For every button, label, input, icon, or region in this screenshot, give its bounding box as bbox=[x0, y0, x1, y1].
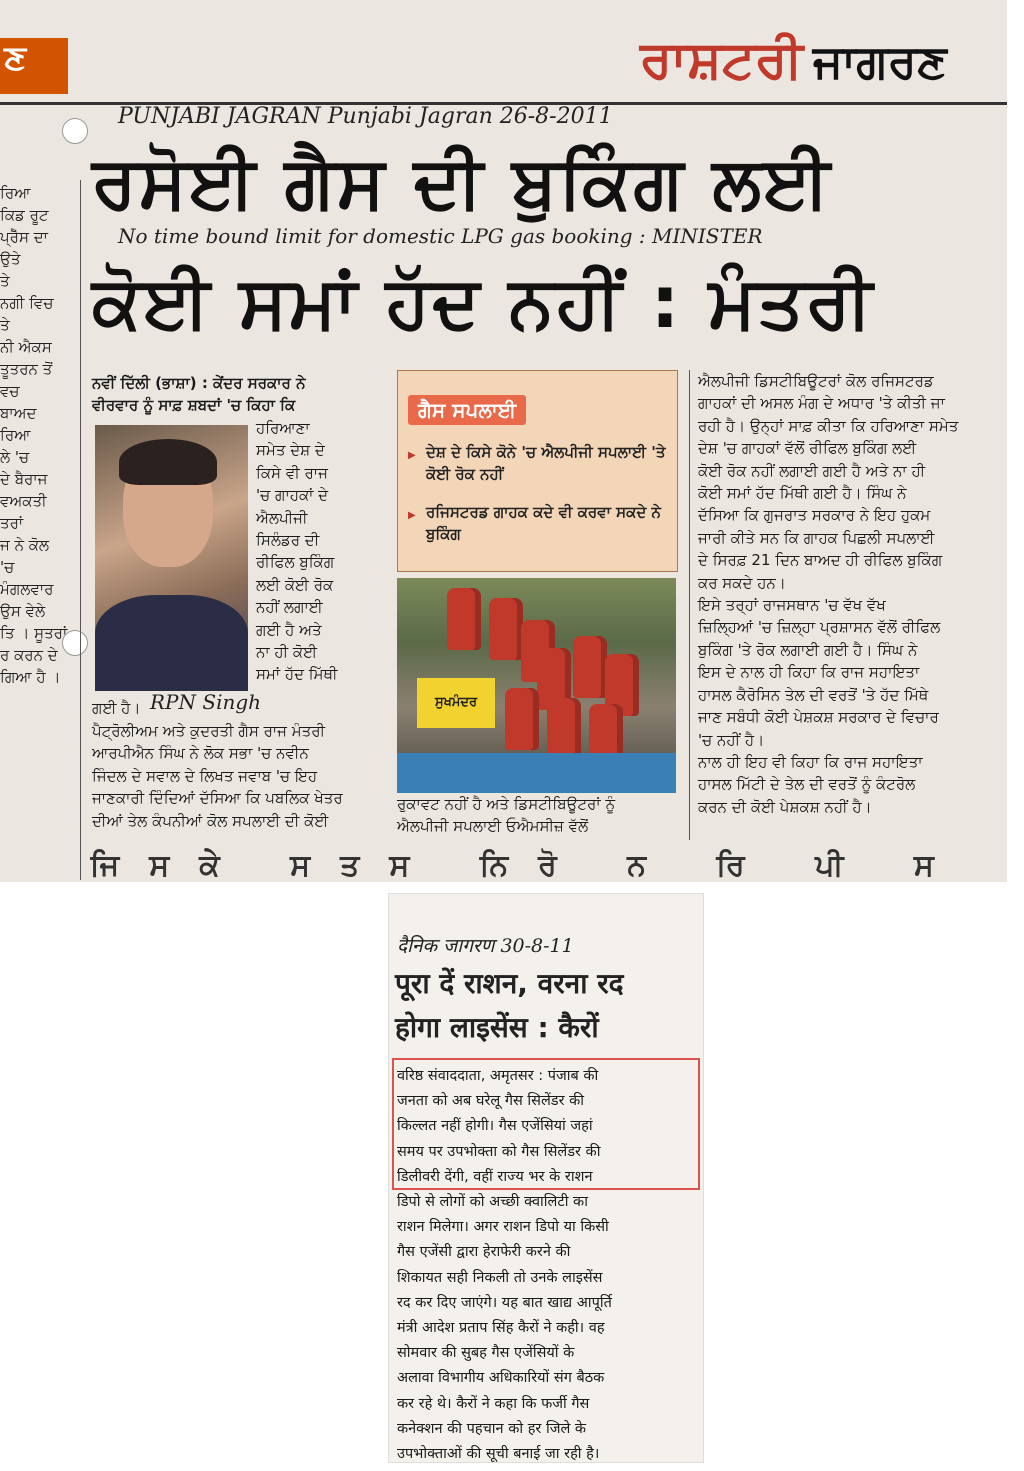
body-line: राशन मिलेगा। अगर राशन डिपो या किसी bbox=[397, 1219, 609, 1236]
body-line: सोमवार की सुबह गैस एजेंसियों के bbox=[397, 1345, 575, 1362]
body-line: ਰੁਕਾਵਟ ਨਹੀਂ ਹੈ ਅਤੇ ਡਿਸਟੀਬਿਊਟਰਾਂ ਨੂੰ bbox=[397, 795, 616, 813]
fragment-line: ਤੇ bbox=[0, 272, 10, 290]
left-fragment-column bbox=[0, 182, 74, 688]
fragment-line: ਉਤੇ bbox=[0, 250, 21, 268]
body-line: वरिष्ठ संवाददाता, अमृतसर : पंजाब की bbox=[397, 1068, 599, 1084]
body-line: ਆਰਪੀਐਨ ਸਿੰਘ ਨੇ ਲੋਕ ਸਭਾ 'ਚ ਨਵੀਨ bbox=[92, 744, 309, 763]
truck-bed bbox=[397, 753, 676, 793]
body-line: ਪੈਟ੍ਰੋਲੀਅਮ ਅਤੇ ਕੁਦਰਤੀ ਗੈਸ ਰਾਜ ਮੰਤਰੀ bbox=[92, 722, 326, 740]
fragment-line: ਤਿ । ਸੂਤਰਾਂ bbox=[0, 624, 68, 642]
fragment-line: ਨੀ ਐਕਸ bbox=[0, 338, 52, 356]
headline-line-2: ਕੋਈ ਸਮਾਂ ਹੱਦ ਨਹੀਂ : ਮੰਤਰੀ bbox=[92, 260, 875, 344]
fragment-line: ਰ ਕਰਨ ਦੇ bbox=[0, 646, 58, 664]
body-line: ਸਿਲੰਡਰ ਦੀ bbox=[256, 531, 320, 550]
body-line: ਐਲਪੀਜੀ ਡਿਸਟੀਬਿਊਟਰਾਂ ਕੋਲ ਰਜਿਸਟਰਡ bbox=[698, 372, 934, 390]
body-line: ਸਮਾਂ ਹੱਦ ਮਿੱਥੀ bbox=[256, 665, 338, 684]
body-line: ਕੋਈ ਸਮਾਂ ਹੱਦ ਮਿੱਥੀ ਗਈ ਹੈ। ਸਿੰਘ ਨੇ bbox=[698, 484, 907, 503]
article-column-3 bbox=[698, 370, 998, 818]
handwritten-photo-caption: RPN Singh bbox=[150, 690, 262, 714]
body-line: ਰਹੀ ਹੈ। ਉਨ੍ਹਾਂ ਸਾਫ਼ ਕੀਤਾ ਕਿ ਹਰਿਆਣਾ ਸਮੇਤ bbox=[698, 416, 959, 435]
body-line: समय पर उपभोक्ता को गैस सिलेंडर की bbox=[397, 1143, 601, 1160]
cylinder-shape bbox=[573, 636, 607, 698]
headline-line-1: पूरा दें राशन, वरना रद bbox=[395, 967, 624, 1000]
body-line: मंत्री आदेश प्रताप सिंह कैरों ने कही। वह bbox=[397, 1320, 605, 1337]
cylinder-shape bbox=[447, 588, 481, 650]
body-line: गैस एजेंसी द्वारा हेराफेरी करने की bbox=[397, 1244, 571, 1261]
fragment-line: ਮੰਗਲਵਾਰ bbox=[0, 580, 54, 598]
box-bullet: ▶ ਰਜਿਸਟਰਡ ਗਾਹਕ ਕਦੇ ਵੀ ਕਰਵਾ ਸਕਦੇ ਨੇ ਬੁਕਿੰਗ bbox=[412, 501, 676, 545]
body-line: उपभोक्ताओं की सूची बनाई जा रही है। bbox=[397, 1446, 600, 1463]
body-line: जनता को अब घरेलू गैस सिलेंडर की bbox=[397, 1093, 584, 1110]
cylinder-shape bbox=[505, 688, 539, 750]
dainik-jagran-clipping bbox=[388, 893, 704, 1463]
fragment-line: ਤੇ bbox=[0, 316, 10, 334]
body-line: अलावा विभागीय अधिकारियों संग बैठक bbox=[397, 1370, 605, 1387]
fragment-line: ਦੇ ਬੈਰਾਜ bbox=[0, 470, 48, 488]
article-narrow-column bbox=[256, 417, 386, 686]
masthead bbox=[640, 30, 947, 91]
body-line: ਨਾ ਹੀ ਕੋਈ bbox=[256, 643, 318, 662]
gas-supply-box bbox=[397, 370, 678, 572]
body-line: ਜਾਣ ਸਬੰਧੀ ਕੋਈ ਪੇਸ਼ਕਸ਼ ਸਰਕਾਰ ਦੇ ਵਿਚਾਰ bbox=[698, 708, 939, 727]
fragment-line: ਗਿਆ ਹੈ । bbox=[0, 668, 61, 686]
body-line: ਐਲਪੀਜੀ ਸਪਲਾਈ ਓਐਮਸੀਜ਼ ਵੱਲੋਂ bbox=[397, 817, 589, 836]
handwritten-source-date: PUNJABI JAGRAN Punjabi Jagran 26-8-2011 bbox=[118, 104, 613, 129]
minister-photo bbox=[95, 425, 248, 691]
fragment-line: ਵਅਕਤੀ bbox=[0, 492, 47, 510]
body-line: ਇਸ ਦੇ ਨਾਲ ਹੀ ਕਿਹਾ ਕਿ ਰਾਜ ਸਹਾਇਤਾ bbox=[698, 663, 920, 682]
body-line: ਦੇ ਸਿਰਫ਼ 21 ਦਿਨ ਬਾਅਦ ਹੀ ਰੀਫਿਲ ਬੁਕਿੰਗ bbox=[698, 551, 943, 570]
body-line: ਦੱਸਿਆ ਕਿ ਗੁਜਰਾਤ ਸਰਕਾਰ ਨੇ ਇਹ ਹੁਕਮ bbox=[698, 506, 931, 525]
fragment-line: ਨਗੀ ਵਿਚ bbox=[0, 294, 54, 312]
body-line: ਦੀਆਂ ਤੇਲ ਕੰਪਨੀਆਂ ਕੋਲ ਸਪਲਾਈ ਦੀ ਕੋਈ bbox=[92, 811, 329, 830]
fragment-line: ਜ ਨੇ ਕੋਲ bbox=[0, 536, 50, 554]
section-tab: ਣ bbox=[0, 38, 68, 94]
body-line: डिलीवरी देंगी, वहीं राज्य भर के राशन bbox=[397, 1168, 593, 1185]
handwritten-translation: No time bound limit for domestic LPG gas booking : MINISTER bbox=[118, 224, 763, 248]
fragment-line: ਉਸ ਵੇਲੇ bbox=[0, 602, 46, 620]
cut-off-headline: ਜਿਸਕੇ ਸਤਸ ਨਿਰੋ ਨ ਰਿ ਪੀ ਸ bbox=[90, 848, 964, 882]
body-line: ਸਮੇਤ ਦੇਸ਼ ਦੇ bbox=[256, 441, 325, 460]
body-line: ਲਈ ਕੋਈ ਰੋਕ bbox=[256, 575, 334, 594]
body-line: ਹਾਸਲ ਮਿੱਟੀ ਦੇ ਤੇਲ ਦੀ ਵਰਤੋਂ ਨੂੰ ਕੰਟਰੋਲ bbox=[698, 775, 916, 794]
cylinder-shape bbox=[489, 598, 523, 660]
shop-sign: ਸੁਖਮੰਦਰ bbox=[417, 678, 495, 728]
body-line: ਜ਼ਿਲ੍ਹਿਆਂ 'ਚ ਜ਼ਿਲ੍ਹਾ ਪ੍ਰਸ਼ਾਸਨ ਵੱਲੋਂ ਰੀਫਿਲ bbox=[698, 618, 941, 637]
photo-suit bbox=[95, 595, 248, 691]
box-bullet: ▶ ਦੇਸ਼ ਦੇ ਕਿਸੇ ਕੋਨੇ 'ਚ ਐਲਪੀਜੀ ਸਪਲਾਈ 'ਤੇ ਕੋਈ ਰੋਕ ਨਹੀਂ bbox=[412, 441, 676, 485]
body-line: ਜਾਣਕਾਰੀ ਦਿੰਦਿਆਂ ਦੱਸਿਆ ਕਿ ਪਬਲਿਕ ਖੇਤਰ bbox=[92, 789, 343, 808]
article-column-1-rest bbox=[92, 720, 388, 832]
body-line: ਹਰਿਆਣਾ bbox=[256, 419, 310, 437]
headline-line-2: होगा लाइसेंस : कैरों bbox=[395, 1011, 599, 1044]
body-line: ਨਹੀਂ ਲਗਾਈ bbox=[256, 598, 323, 617]
fragment-line: ਬਾਅਦ bbox=[0, 404, 37, 422]
cylinder-shape bbox=[547, 698, 581, 760]
article-column-2-bottom bbox=[397, 793, 687, 838]
body-line: ਜਿੰਦਲ ਦੇ ਸਵਾਲ ਦੇ ਲਿਖਤ ਜਵਾਬ 'ਚ ਇਹ bbox=[92, 766, 318, 785]
body-line: शिकायत सही निकली तो उनके लाइसेंस bbox=[397, 1269, 603, 1286]
body-line: ਨਾਲ ਹੀ ਇਹ ਵੀ ਕਿਹਾ ਕਿ ਰਾਜ ਸਹਾਇਤਾ bbox=[698, 752, 923, 771]
body-line: कनेक्शन की पहचान को हर जिले के bbox=[397, 1420, 587, 1437]
body-line: ਹਾਸਲ ਕੈਰੋਸਿਨ ਤੇਲ ਦੀ ਵਰਤੋਂ 'ਤੇ ਹੱਦ ਮਿੱਥੇ bbox=[698, 685, 929, 704]
punch-hole bbox=[62, 118, 88, 144]
body-line: ਜਾਰੀ ਕੀਤੇ ਸਨ ਕਿ ਗਾਹਕ ਪਿਛਲੀ ਸਪਲਾਈ bbox=[698, 528, 935, 547]
intro-line: ਨਵੀਂ ਦਿੱਲੀ (ਭਾਸ਼ਾ) : ਕੇਂਦਰ ਸਰਕਾਰ ਨੇ bbox=[92, 374, 306, 392]
body-line: ਕਰ ਸਕਦੇ ਹਨ। bbox=[698, 573, 786, 592]
fragment-line: ਲੇ 'ਚ bbox=[0, 448, 30, 466]
box-title: ਗੈਸ ਸਪਲਾਈ bbox=[408, 395, 526, 425]
body-line: ਦੇਸ਼ 'ਚ ਗਾਹਕਾਂ ਵੱਲੋਂ ਰੀਫਿਲ ਬੁਕਿੰਗ ਲਈ bbox=[698, 439, 917, 458]
body-line: ਇਸੇ ਤਰ੍ਹਾਂ ਰਾਜਸਥਾਨ 'ਚ ਵੱਖ ਵੱਖ bbox=[698, 596, 886, 615]
fragment-line: ਰਿਆ bbox=[0, 426, 31, 444]
masthead-black: ਜਾਗਰਣ bbox=[812, 34, 947, 88]
headline-line-1: ਰਸੋਈ ਗੈਸ ਦੀ ਬੁਕਿੰਗ ਲਈ bbox=[92, 140, 832, 224]
article-body bbox=[397, 1064, 693, 1463]
body-line: ਐਲਪੀਜੀ bbox=[256, 508, 308, 527]
handwritten-source-date: दैनिक जागरण 30-8-11 bbox=[397, 935, 574, 957]
body-line: ਕਿਸੇ ਵੀ ਰਾਜ bbox=[256, 463, 328, 482]
body-line: ਗਾਹਕਾਂ ਦੀ ਅਸਲ ਮੰਗ ਦੇ ਅਧਾਰ 'ਤੇ ਕੀਤੀ ਜਾ bbox=[698, 394, 945, 413]
column-divider bbox=[80, 180, 81, 880]
photo-hair bbox=[119, 439, 217, 485]
fragment-line: ਰਿਆ bbox=[0, 184, 31, 202]
body-line: ਗਈ ਹੈ ਅਤੇ bbox=[256, 620, 322, 639]
fragment-line: 'ਚ bbox=[0, 558, 15, 576]
body-line: ਬੁਕਿੰਗ 'ਤੇ ਰੋਕ ਲਗਾਈ ਗਈ ਹੈ। ਸਿੰਘ ਨੇ bbox=[698, 640, 918, 659]
body-line: किल्लत नहीं होगी। गैस एजेंसियां जहां bbox=[397, 1118, 593, 1135]
body-line: ਕੋਈ ਰੋਕ ਨਹੀਂ ਲਗਾਈ ਗਈ ਹੈ ਅਤੇ ਨਾ ਹੀ bbox=[698, 461, 926, 480]
fragment-line: ਵਚ bbox=[0, 382, 20, 400]
fragment-line: ਕਿਡ ਰੂਟ bbox=[0, 206, 49, 224]
body-line: 'ਚ ਨਹੀਂ ਹੈ। bbox=[698, 730, 765, 749]
cylinders-photo bbox=[397, 578, 676, 793]
after-photo-text: ਗਈ ਹੈ। bbox=[92, 699, 141, 717]
body-line: रद कर दिए जाएंगे। यह बात खाद्य आपूर्ति bbox=[397, 1294, 612, 1311]
intro-line: ਵੀਰਵਾਰ ਨੂੰ ਸਾਫ਼ ਸ਼ਬਦਾਂ 'ਚ ਕਿਹਾ ਕਿ bbox=[92, 396, 296, 415]
body-line: कर रहे थे। कैरों ने कहा कि फर्जी गैस bbox=[397, 1395, 590, 1412]
fragment-line: ਤੂਤਰਨ ਤੋਂ bbox=[0, 360, 53, 378]
fragment-line: ਪ੍ਰੈੱਸ ਦਾ bbox=[0, 228, 48, 246]
body-line: 'ਚ ਗਾਹਕਾਂ ਦੇ bbox=[256, 486, 329, 505]
body-line: ਰੀਫਿਲ ਬੁਕਿੰਗ bbox=[256, 553, 335, 572]
body-line: ਕਰਨ ਦੀ ਕੋਈ ਪੇਸ਼ਕਸ਼ ਨਹੀਂ ਹੈ। bbox=[698, 797, 872, 816]
column-divider bbox=[689, 370, 690, 840]
masthead-red: ਰਾਸ਼ਟਰੀ bbox=[640, 30, 803, 90]
article-intro bbox=[92, 372, 388, 417]
body-line: डिपो से लोगों को अच्छी क्वालिटी का bbox=[397, 1194, 588, 1211]
fragment-line: ਤਰਾਂ bbox=[0, 514, 24, 532]
